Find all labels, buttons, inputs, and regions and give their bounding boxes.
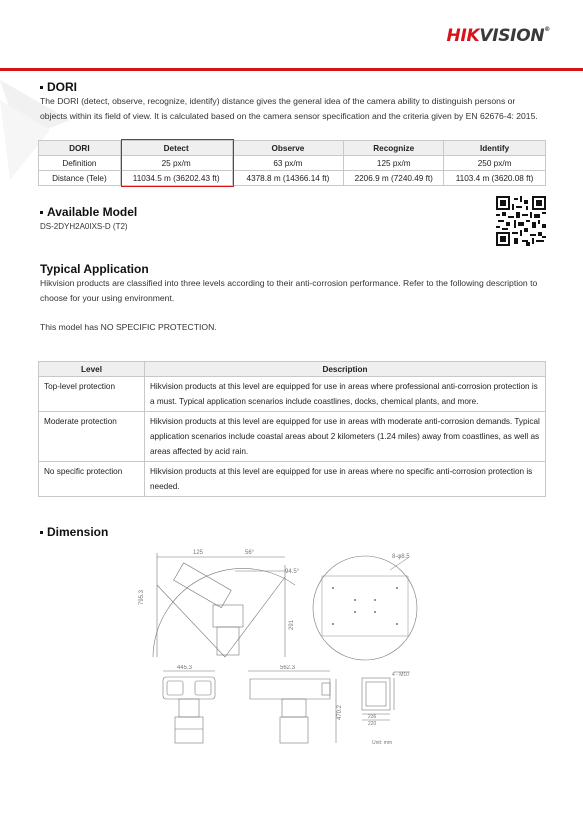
angle-label-a: 125 xyxy=(193,550,204,556)
qr-code-icon xyxy=(496,196,546,246)
table-row xyxy=(39,171,546,186)
table-row xyxy=(39,462,546,497)
table-row xyxy=(39,412,546,462)
table-cell: 25 px/m xyxy=(120,156,232,171)
side-view-2-drawing xyxy=(240,665,345,750)
bullet-icon xyxy=(40,531,43,534)
table-cell: 125 px/m xyxy=(344,156,444,171)
description-header: Description xyxy=(145,362,546,377)
mount-width-label: 236 xyxy=(368,714,377,720)
side-h2-label: 470.2 xyxy=(337,704,343,720)
table-cell: 1103.4 m (3620.08 ft) xyxy=(444,171,546,186)
dimension-title: Dimension xyxy=(40,525,108,539)
level-cell: Moderate protection xyxy=(39,412,145,462)
angle-label-c: 56° xyxy=(245,550,255,556)
table-cell: 63 px/m xyxy=(232,156,344,171)
application-intro: Hikvision products are classified into three levels according to their anti-corrosion performance. Refer to the following description to choose for your using environment. xyxy=(40,278,538,303)
hikvision-logo xyxy=(447,26,550,46)
description-cell: Hikvision products at this level are equipped for use in areas where no specific anti-corrosion protection is needed. xyxy=(145,462,546,497)
bullet-icon xyxy=(40,211,43,214)
circle-label: 8-φ8.5 xyxy=(392,554,410,560)
dori-header: Observe xyxy=(232,141,344,156)
detect-highlight-box xyxy=(121,139,234,187)
unit-label: Unit: mm xyxy=(372,740,392,746)
dori-header: Detect xyxy=(120,141,232,156)
table-cell: 250 px/m xyxy=(444,156,546,171)
level-header: Level xyxy=(39,362,145,377)
side-width-label: 562.3 xyxy=(280,665,296,671)
level-cell: Top-level protection xyxy=(39,377,145,412)
table-cell: 2206.9 m (7240.49 ft) xyxy=(344,171,444,186)
table-row xyxy=(39,156,546,171)
model-title: Available Model xyxy=(40,205,137,219)
mount-b-label: 220 xyxy=(368,721,377,727)
side-view-drawing xyxy=(135,545,300,665)
application-title: Typical Application xyxy=(40,262,149,276)
registered-mark: ® xyxy=(544,26,550,33)
base-height-label: 291 xyxy=(289,619,295,630)
table-cell: 11034.5 m (36202.43 ft) xyxy=(120,171,232,186)
arm-label: 94.5° xyxy=(285,569,300,575)
side-height-label: 795.3 xyxy=(139,589,145,605)
bullet-icon xyxy=(40,86,43,89)
base-plate-drawing xyxy=(350,668,430,748)
front-width-label: 445.3 xyxy=(177,665,193,671)
table-cell: Distance (Tele) xyxy=(39,171,121,186)
model-name: DS-2DYH2A0IXS-D (T2) xyxy=(40,222,128,231)
dori-header: Recognize xyxy=(344,141,444,156)
dori-title: DORI xyxy=(40,80,77,94)
dori-header: Identify xyxy=(444,141,546,156)
application-note: This model has NO SPECIFIC PROTECTION. xyxy=(40,322,217,332)
table-cell: Definition xyxy=(39,156,121,171)
dori-description: The DORI (detect, observe, recognize, identify) distance gives the general idea of the camera ability to distinguish persons or objects within its field of view. It is calculated based on the camera sensor specification and the criteria given by EN 62676-4: 2015. xyxy=(40,96,538,121)
header-red-line xyxy=(0,68,583,71)
logo-accent: HIK xyxy=(446,26,480,46)
logo-rest: VISION xyxy=(479,26,545,46)
mount-circle-drawing xyxy=(300,548,430,663)
description-cell: Hikvision products at this level are equipped for use in areas where professional anti-corrosion protection is a must. Typical application scenarios include coastlines, docks, chemical plants, and more. xyxy=(145,377,546,412)
level-cell: No specific protection xyxy=(39,462,145,497)
table-cell: 4378.8 m (14366.14 ft) xyxy=(232,171,344,186)
dori-header: DORI xyxy=(39,141,121,156)
protection-level-table xyxy=(38,361,546,497)
front-view-drawing xyxy=(155,665,225,750)
description-cell: Hikvision products at this level are equipped for use in areas with moderate anti-corrosion demands. Typical application scenarios include coastal areas about 2 kilometers (1.24 miles) away from coastlines, as well as areas affected by acid rain. xyxy=(145,412,546,462)
dori-table xyxy=(38,140,546,186)
table-row xyxy=(39,377,546,412)
mount-bolt-label: 4 - M10 xyxy=(392,672,409,678)
